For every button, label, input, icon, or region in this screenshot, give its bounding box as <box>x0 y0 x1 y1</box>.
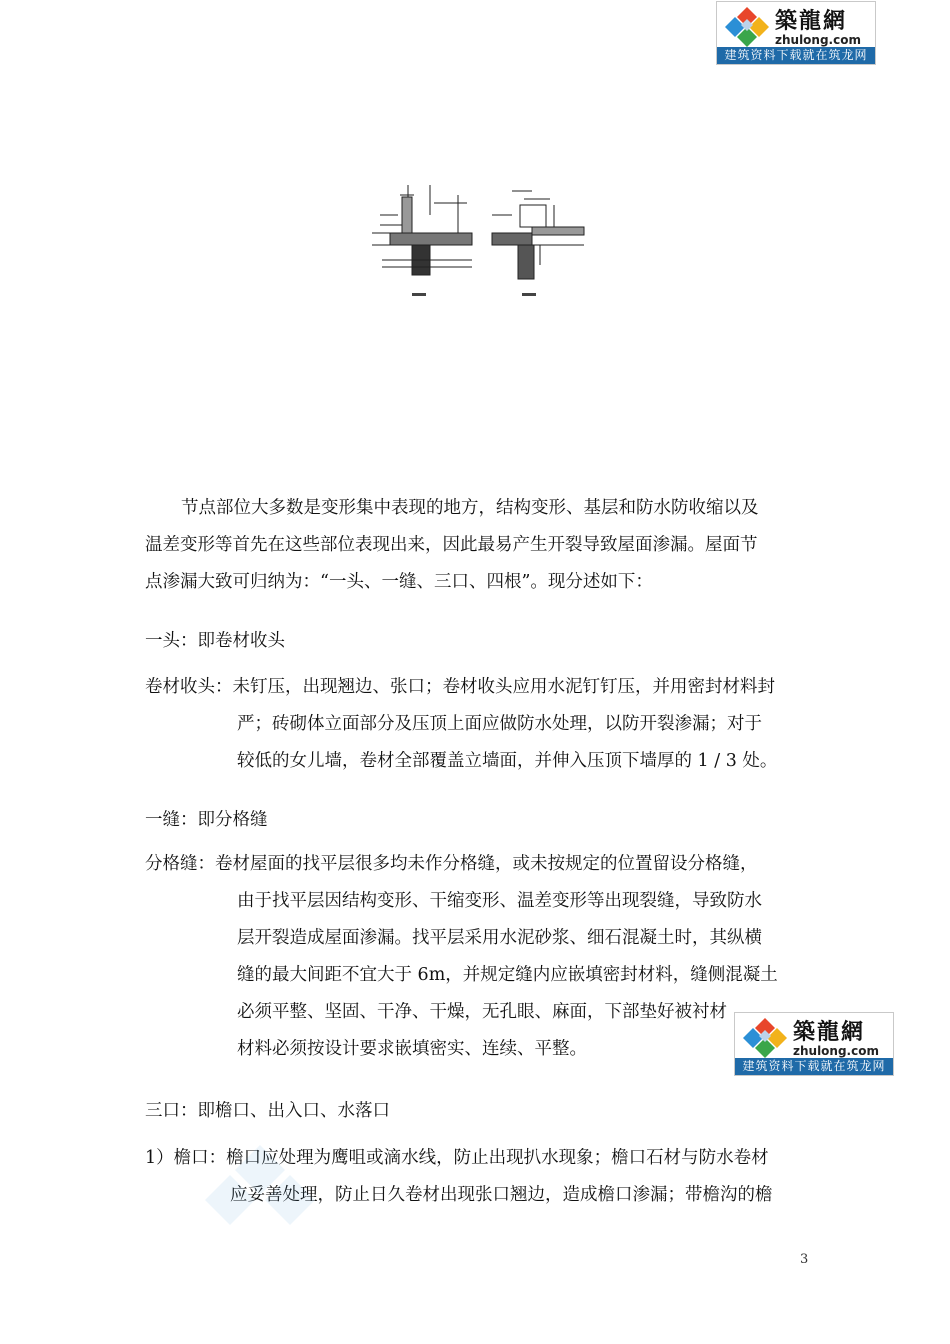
logo-name: 築龍網 <box>793 1020 866 1045</box>
zhulong-logo-top <box>716 1 876 65</box>
section-heading-yitou: 一头：即卷材收头 <box>145 631 285 651</box>
watermark-logo-icon <box>200 1140 320 1230</box>
item-lead: 1）檐口：檐口应处理为鹰咀或滴水线，防止出现扒水现象；檐口石材与防水卷材 <box>145 1148 769 1168</box>
logo-domain: zhulong.com <box>793 1044 879 1058</box>
item-fengefeng <box>145 846 825 1068</box>
item-line: 层开裂造成屋面渗漏。找平层采用水泥砂浆、细石混凝土时，其纵横 <box>237 928 762 948</box>
section-heading-sankou: 三口：即檐口、出入口、水落口 <box>145 1101 390 1121</box>
item-line: 材料必须按设计要求嵌填密实、连续、平整。 <box>237 1039 587 1059</box>
logo-domain: zhulong.com <box>775 33 861 47</box>
item-lead: 卷材收头：未钉压，出现翘边、张口；卷材收头应用水泥钉钉压，并用密封材料封 <box>145 677 775 697</box>
item-line: 由于找平层因结构变形、干缩变形、温差变形等出现裂缝，导致防水 <box>237 891 762 911</box>
item-line: 必须平整、坚固、干净、干燥，无孔眼、麻面，下部垫好被衬材 <box>237 1002 727 1022</box>
intro-line-1: 节点部位大多数是变形集中表现的地方，结构变形、基层和防水防收缩以及 <box>181 498 759 518</box>
logo-name: 築龍網 <box>775 9 848 34</box>
page-number: 3 <box>800 1252 809 1267</box>
item-line: 较低的女儿墙，卷材全部覆盖立墙面，并伸入压顶下墙厚的 1 / 3 处。 <box>237 751 778 771</box>
item-line: 严；砖砌体立面部分及压顶上面应做防水处理，以防开裂渗漏；对于 <box>237 714 762 734</box>
item-lead: 分格缝：卷材屋面的找平层很多均未作分格缝，或未按规定的位置留设分格缝， <box>145 854 758 874</box>
zhulong-logo-middle <box>734 1012 894 1076</box>
intro-line-3: 点渗漏大致可归纳为：“一头、一缝、三口、四根”。现分述如下： <box>145 572 653 592</box>
item-juancai-shoutou <box>145 669 825 780</box>
section-heading-yifeng: 一缝：即分格缝 <box>145 810 268 830</box>
logo-mark-icon <box>741 1016 789 1060</box>
logo-slogan: 建筑资料下载就在筑龙网 <box>717 47 875 64</box>
intro-paragraph <box>145 490 825 601</box>
item-line: 缝的最大间距不宜大于 6m，并规定缝内应嵌填密封材料，缝侧混凝土 <box>237 965 778 985</box>
logo-slogan: 建筑资料下载就在筑龙网 <box>735 1058 893 1075</box>
intro-line-2: 温差变形等首先在这些部位表现出来，因此最易产生开裂导致屋面渗漏。屋面节 <box>145 535 758 555</box>
logo-mark-icon <box>723 5 771 49</box>
roof-detail-drawings <box>372 185 592 301</box>
item-line: 应妥善处理，防止日久卷材出现张口翘边，造成檐口渗漏；带檐沟的檐 <box>230 1185 773 1205</box>
